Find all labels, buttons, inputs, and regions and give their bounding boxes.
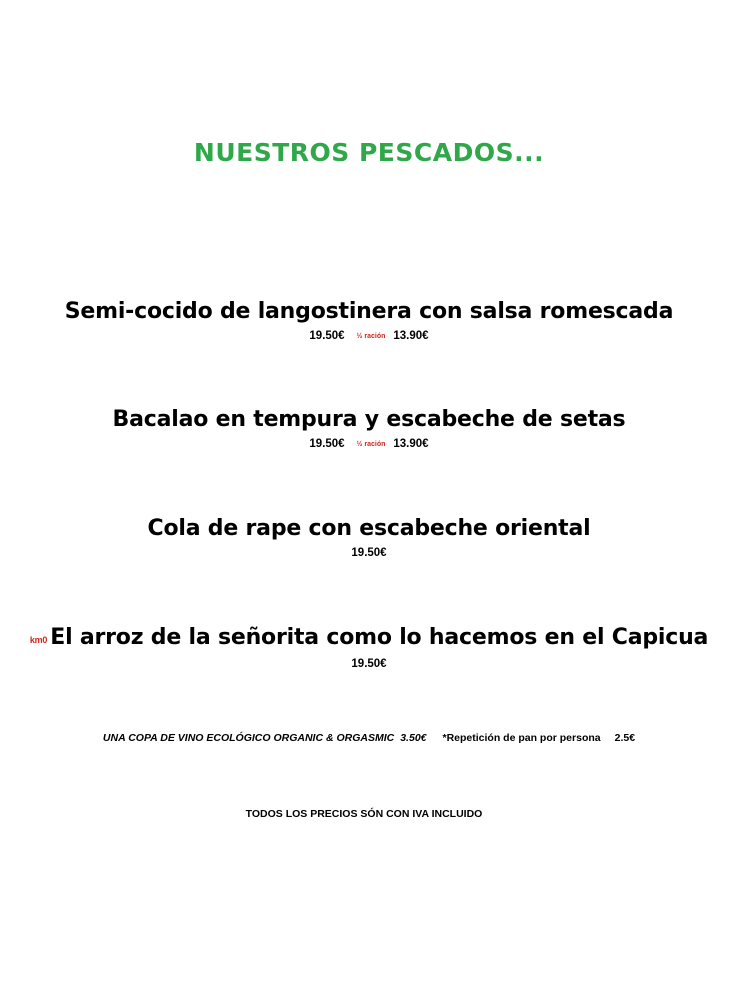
dish-item-bacalao <box>0 406 738 453</box>
dish-prices <box>0 436 738 453</box>
dish-price: 19.50€ <box>309 438 345 450</box>
dish-name: Cola de rape con escabeche oriental <box>147 516 591 541</box>
dish-price: 19.50€ <box>351 658 387 670</box>
page-title: NUESTROS PESCADOS... <box>193 138 545 167</box>
half-portion-label: ½ ración <box>356 333 386 340</box>
wine-price: 3.50€ <box>400 732 427 744</box>
half-portion-price: 13.90€ <box>393 330 429 342</box>
dish-price: 19.50€ <box>351 547 387 559</box>
dish-prices <box>0 328 738 345</box>
extras-line <box>0 732 738 744</box>
dish-name: Semi-cocido de langostinera con salsa romescada <box>64 299 674 324</box>
dish-name-row <box>0 624 738 654</box>
half-portion-price: 13.90€ <box>393 438 429 450</box>
tax-note: TODOS LOS PRECIOS SÓN CON IVA INCLUIDO <box>245 808 483 820</box>
dish-item-rape <box>0 515 738 561</box>
wine-label: UNA COPA DE VINO ECOLÓGICO ORGANIC & ORGASMIC <box>102 732 395 744</box>
dish-prices <box>0 656 738 672</box>
dish-item-arroz <box>0 624 738 672</box>
dish-prices <box>0 545 738 561</box>
dish-item-langostinera <box>0 298 738 345</box>
dish-name: El arroz de la señorita como lo hacemos en el Capicua <box>50 625 709 650</box>
half-portion-label: ½ ración <box>356 441 386 448</box>
km0-badge: km0 <box>29 635 48 645</box>
dish-name: Bacalao en tempura y escabeche de setas <box>112 407 626 432</box>
dish-price: 19.50€ <box>309 330 345 342</box>
bread-price: 2.5€ <box>614 732 636 744</box>
bread-label: *Repetición de pan por persona <box>442 732 601 744</box>
